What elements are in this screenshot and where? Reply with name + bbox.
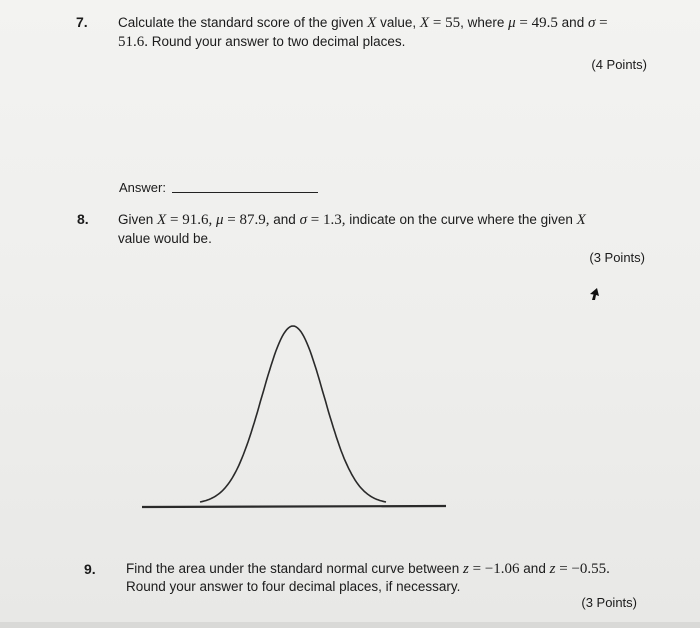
question-9-number: 9. — [84, 561, 96, 577]
x-symbol: X — [367, 15, 377, 31]
question-7-text: and — [561, 15, 585, 30]
question-7-text: Round your answer to two decimal places. — [151, 34, 406, 49]
question-8-points: (3 Points) — [589, 250, 645, 265]
question-7-text: , where — [460, 15, 505, 30]
question-9-text: and — [523, 561, 546, 576]
x-symbol: X — [157, 212, 167, 228]
answer-label: Answer: — [119, 180, 166, 195]
equals-sign: = — [472, 561, 482, 577]
x-value: 55 — [445, 15, 461, 31]
sigma-symbol: σ — [299, 212, 307, 228]
question-7-number: 7. — [76, 14, 88, 30]
mu-value: 87.9, — [239, 212, 270, 228]
equals-sign: = — [310, 212, 320, 228]
question-7-points: (4 Points) — [591, 57, 647, 72]
sigma-value: 1.3, — [322, 212, 346, 228]
question-8-text: indicate on the curve where the given — [349, 212, 573, 227]
question-9-points: (3 Points) — [581, 595, 637, 610]
normal-curve — [200, 326, 386, 502]
equals-sign: = — [599, 15, 608, 31]
equals-sign: = — [559, 561, 568, 577]
question-9-line-2: Round your answer to four decimal places, if necessary. — [126, 579, 461, 594]
curve-baseline — [142, 506, 446, 507]
z2-value: −0.55. — [571, 561, 610, 577]
sigma-symbol: σ — [587, 15, 596, 31]
x-symbol: X — [576, 212, 586, 228]
sigma-value: 51.6. — [118, 34, 148, 50]
equals-sign: = — [432, 15, 442, 31]
question-9-text: Find the area under the standard normal curve between — [126, 561, 460, 576]
question-9-line-1 — [126, 559, 610, 579]
equals-sign: = — [227, 212, 236, 228]
mu-value: 49.5 — [531, 15, 558, 31]
z-symbol: z — [462, 561, 469, 577]
x-value: 91.6, — [182, 212, 213, 228]
mu-symbol: μ — [508, 15, 516, 31]
question-8-number: 8. — [77, 211, 89, 227]
equals-sign: = — [169, 212, 179, 228]
question-7-text: Calculate the standard score of the given — [118, 15, 364, 30]
question-8-text: and — [273, 212, 296, 227]
z1-value: −1.06 — [484, 561, 520, 577]
mu-symbol: μ — [215, 212, 224, 228]
question-8-text: Given — [118, 212, 154, 227]
equals-sign: = — [519, 15, 528, 31]
question-7-text: value, — [380, 15, 417, 30]
question-8-line-2: value would be. — [118, 231, 212, 246]
z-symbol: z — [549, 561, 556, 577]
x-symbol: X — [419, 15, 430, 31]
page-bottom-edge — [0, 622, 700, 628]
